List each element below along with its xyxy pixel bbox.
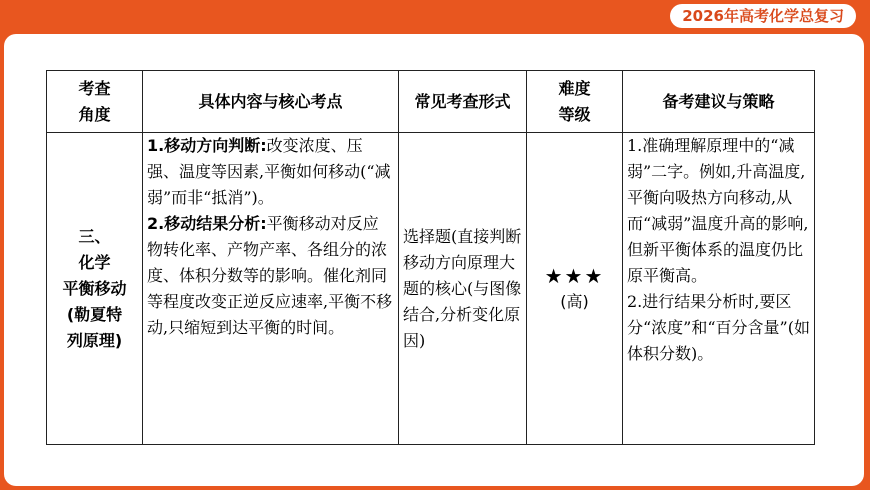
course-badge: 2026年高考化学总复习: [670, 4, 856, 28]
star-icon: ★★★: [544, 263, 605, 288]
content-point-2: 2.移动结果分析:平衡移动对反应物转化率、产物产率、各组分的浓度、体积分数等的影响。催化剂同等程度改变正逆反应速率,平衡不移动,只缩短到达平衡的时间。: [147, 214, 393, 337]
cell-angle: 三、 化学 平衡移动 (勒夏特 列原理): [47, 133, 143, 445]
header-content: 具体内容与核心考点: [143, 71, 399, 133]
cell-form: 选择题(直接判断移动方向原理大题的核心(与图像结合,分析变化原因): [399, 133, 527, 445]
content-panel: [4, 34, 864, 486]
difficulty-level: (高): [560, 291, 589, 311]
table-header-row: [47, 71, 815, 133]
cell-content: [143, 133, 399, 445]
header-advice: 备考建议与策略: [623, 71, 815, 133]
header-angle: 考查 角度: [47, 71, 143, 133]
cell-advice: [623, 133, 815, 445]
review-table: [46, 70, 815, 445]
cell-difficulty: [527, 133, 623, 445]
header-difficulty: 难度 等级: [527, 71, 623, 133]
header-form: 常见考查形式: [399, 71, 527, 133]
advice-point-2: 2.进行结果分析时,要区分“浓度”和“百分含量”(如体积分数)。: [627, 292, 810, 363]
content-point-1: 1.移动方向判断:改变浓度、压强、温度等因素,平衡如何移动(“减弱”而非“抵消”)。: [147, 136, 391, 207]
advice-point-1: 1.准确理解原理中的“减弱”二字。例如,升高温度,平衡向吸热方向移动,从而“减弱”温度升高的影响,但新平衡体系的温度仍比原平衡高。: [627, 136, 809, 285]
table-row: [47, 133, 815, 445]
